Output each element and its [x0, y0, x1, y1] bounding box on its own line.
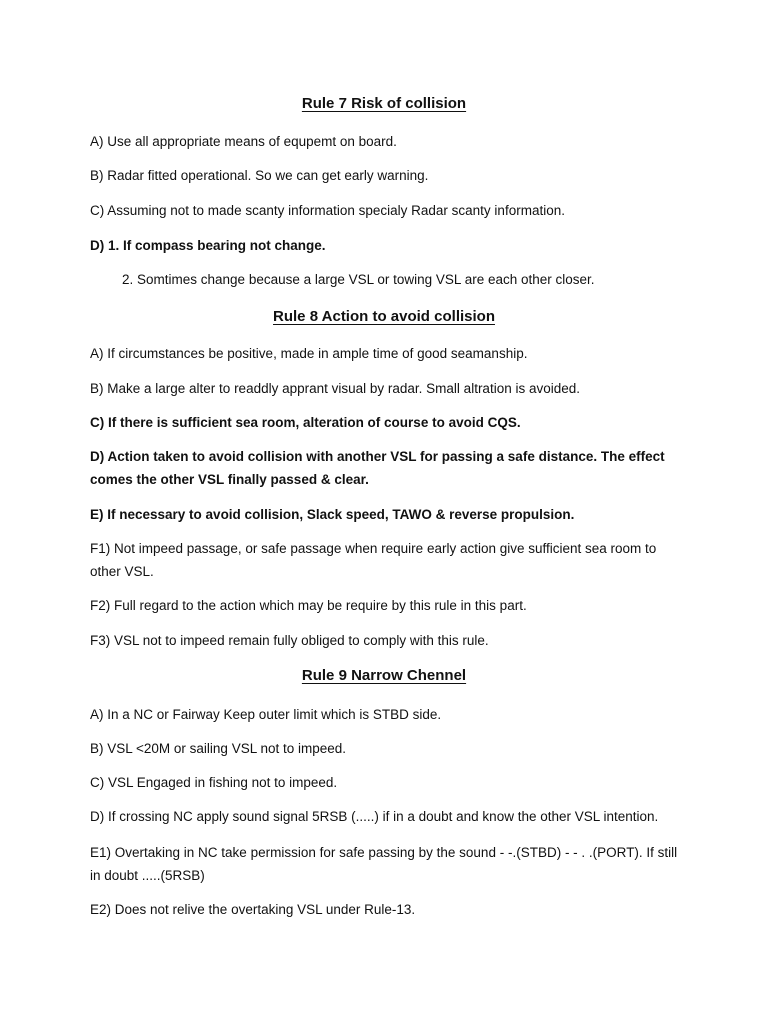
- rule-8-item-b: B) Make a large alter to readdly apprant visual by radar. Small altration is avoided.: [90, 381, 581, 396]
- rule-9-item-d: D) If crossing NC apply sound signal 5RSB (.....) if in a doubt and know the other VSL intention.: [90, 809, 659, 824]
- rule-9-item-a: A) In a NC or Fairway Keep outer limit which is STBD side.: [90, 707, 442, 722]
- rule-7-item-d2: 2. Somtimes change because a large VSL or towing VSL are each other closer.: [122, 272, 595, 287]
- rule-7-item-a: A) Use all appropriate means of equpemt on board.: [90, 134, 397, 149]
- rule-9-item-b: B) VSL <20M or sailing VSL not to impeed.: [90, 741, 347, 756]
- rule-7-item-b: B) Radar fitted operational. So we can get early warning.: [90, 168, 429, 183]
- rule-9-heading: Rule 9 Narrow Chennel: [301, 667, 467, 684]
- rule-9-item-e1: E1) Overtaking in NC take permission for safe passing by the sound - -.(STBD) - - . .(PORT). If still in doubt .....(5RSB): [90, 845, 678, 883]
- rule-8-item-a: A) If circumstances be positive, made in ample time of good seamanship.: [90, 346, 528, 361]
- rule-8-item-f3: F3) VSL not to impeed remain fully obliged to comply with this rule.: [90, 633, 489, 648]
- rule-9-item-e2: E2) Does not relive the overtaking VSL under Rule-13.: [90, 902, 416, 917]
- rule-8-item-f1: F1) Not impeed passage, or safe passage when require early action give sufficient sea room to other VSL.: [90, 541, 657, 579]
- rule-8-item-f2: F2) Full regard to the action which may be require by this rule in this part.: [90, 598, 527, 613]
- rule-7-item-c: C) Assuming not to made scanty information specialy Radar scanty information.: [90, 203, 565, 218]
- rule-7-heading: Rule 7 Risk of collision: [301, 95, 467, 112]
- rule-8-heading: Rule 8 Action to avoid collision: [273, 308, 495, 325]
- rule-8-item-d: D) Action taken to avoid collision with another VSL for passing a safe distance. The effect comes the other VSL finally passed & clear.: [90, 449, 665, 487]
- rule-8-item-c: C) If there is sufficient sea room, alteration of course to avoid CQS.: [90, 415, 521, 430]
- rule-8-item-e: E) If necessary to avoid collision, Slack speed, TAWO & reverse propulsion.: [90, 507, 575, 522]
- rule-7-item-d1: D) 1. If compass bearing not change.: [90, 238, 326, 253]
- rule-9-item-c: C) VSL Engaged in fishing not to impeed.: [90, 775, 338, 790]
